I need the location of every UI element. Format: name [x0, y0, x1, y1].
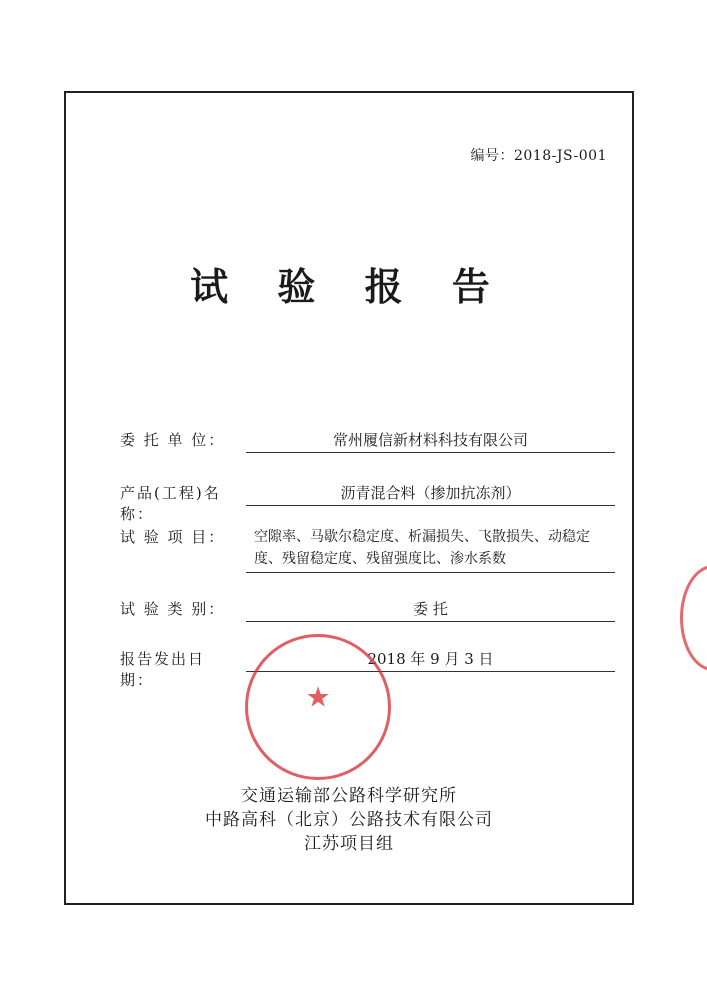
issuer-line-3: 江苏项目组	[304, 834, 394, 854]
field-value: 空隙率、马歇尔稳定度、析漏损失、飞散损失、动稳定度、残留稳定度、残留强度比、渗水系数	[246, 526, 615, 573]
field-value: 2018 年 9 月 3 日	[246, 648, 615, 672]
field-label: 委 托 单 位：	[120, 431, 226, 449]
document-number: 编号：2018-JS-001	[470, 148, 607, 164]
report-frame	[64, 91, 634, 905]
field-value: 沥青混合料（掺加抗冻剂）	[246, 482, 615, 506]
report-title: 试 验 报 告	[190, 264, 508, 309]
issuer-line-1: 交通运输部公路科学研究所	[241, 786, 457, 806]
seal-star-icon: ★	[305, 680, 331, 714]
field-label: 产品(工程)名称：	[120, 484, 221, 523]
field-value: 常州履信新材料科技有限公司	[246, 429, 615, 453]
field-label: 报告发出日期：	[120, 650, 206, 689]
field-value: 委 托	[246, 598, 615, 622]
field-label: 试 验 项 目：	[120, 528, 226, 546]
official-seal	[245, 634, 391, 780]
side-seal	[680, 565, 707, 671]
field-label: 试 验 类 别：	[120, 600, 226, 618]
issuer-line-2: 中路高科（北京）公路技术有限公司	[205, 810, 493, 830]
